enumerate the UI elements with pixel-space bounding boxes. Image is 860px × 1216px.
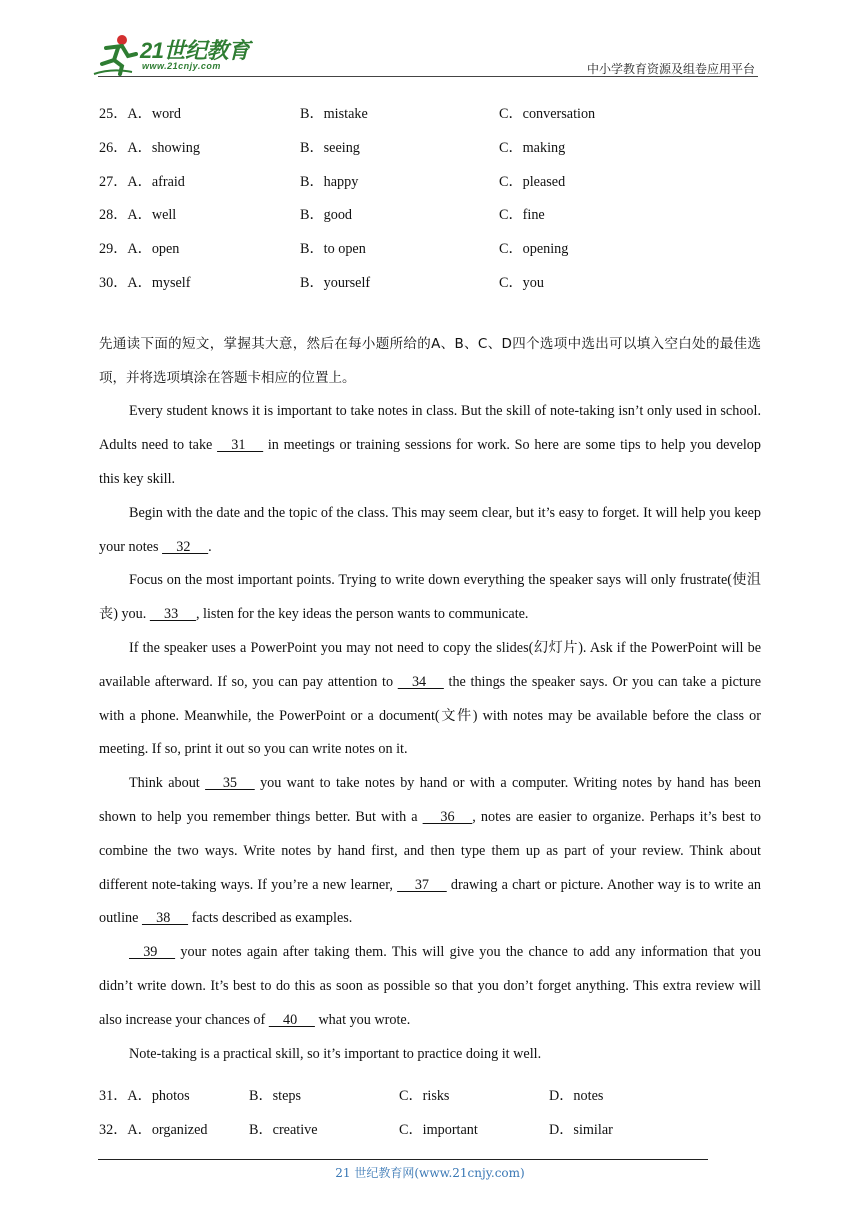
passage-text: facts described as examples. xyxy=(188,910,353,927)
question-25-option-a xyxy=(99,98,181,132)
option-b: B．yourself xyxy=(300,274,371,291)
options-list-bottom xyxy=(99,1080,761,1148)
question-30-option-a xyxy=(99,267,190,301)
question-number: 27． xyxy=(99,173,128,190)
blank-40: 40 xyxy=(268,1011,315,1028)
passage-paragraph-7: Note-taking is a practical skill, so it’s important to practice doing it well. xyxy=(129,1045,542,1062)
passage-text: your notes again after taking them. This will give you the chance to add any information that you didn’t write down. It’s best to do this as soon as possible so that you don’t forget anything. This extra review will also increase your chances of xyxy=(99,944,761,1028)
passage-text: the things the speaker says. Or you can take a picture with a phone. Meanwhile, the PowerPoint or a document(文件) with notes may be available before the class or meeting. If so, print it out so you can write notes on it. xyxy=(99,673,761,758)
passage-text: , listen for the key ideas the person wants to communicate. xyxy=(195,606,529,623)
passage-paragraph-5 xyxy=(99,767,761,936)
passage-text: drawing a chart or picture. Another way is to write an outline xyxy=(99,876,761,927)
option-row-25 xyxy=(99,98,761,132)
section-instruction: 先通读下面的短文，掌握其大意，然后在每小题所给的A、B、C、D四个选项中选出可以填入空白处的最佳选项，并将选项填涂在答题卡相应的位置上。 xyxy=(99,335,761,386)
logo-wordmark: 21世纪教育 xyxy=(140,38,250,63)
option-d: D．similar xyxy=(549,1121,613,1138)
passage-paragraph-6 xyxy=(99,936,761,1037)
options-list-top xyxy=(99,98,761,301)
option-row-32 xyxy=(99,1114,761,1148)
logo-url: www.21cnjy.com xyxy=(142,61,221,71)
question-32-option-a xyxy=(99,1114,208,1148)
question-number: 30． xyxy=(99,274,128,291)
option-c: C．fine xyxy=(499,207,545,224)
passage-text: Think about xyxy=(129,775,206,792)
option-a: A．photos xyxy=(127,1088,190,1104)
option-a: A．open xyxy=(127,241,180,258)
option-a: A．afraid xyxy=(127,173,185,190)
passage-text: If the speaker uses a PowerPoint you may not need to copy the slides(幻灯片). Ask if the PowerPoint will be available afterward. If so, you can pay attention to xyxy=(99,639,761,690)
option-c: C．pleased xyxy=(499,173,566,190)
passage-text: you want to take notes by hand or with a computer. Writing notes by hand has been shown to help you remember things better. But with a xyxy=(99,775,761,825)
option-c: C．conversation xyxy=(499,106,596,122)
passage-text: . xyxy=(208,538,212,555)
option-b: B．good xyxy=(300,207,353,224)
option-b: B．creative xyxy=(249,1121,318,1138)
passage-paragraph-2 xyxy=(99,497,761,565)
passage-text: , notes are easier to organize. Perhaps it’s best to combine the two ways. Write notes by hand first, and then type them up as part of your review. Think about different note-taking ways. If you’re a new learner, xyxy=(99,808,761,893)
option-c: C．risks xyxy=(399,1088,450,1104)
passage-paragraph-3 xyxy=(99,564,761,632)
option-a: A．myself xyxy=(127,274,191,291)
option-row-27 xyxy=(99,166,761,200)
option-row-30 xyxy=(99,267,761,301)
question-28-option-a xyxy=(99,199,176,233)
option-b: B．steps xyxy=(249,1088,302,1104)
page-content xyxy=(99,98,761,1071)
option-row-28 xyxy=(99,199,761,233)
question-26-option-a xyxy=(99,132,200,166)
option-b: B．seeing xyxy=(300,139,360,156)
option-c: C．you xyxy=(499,274,544,291)
option-row-31 xyxy=(99,1080,761,1114)
option-row-26 xyxy=(99,132,761,166)
option-a: A．word xyxy=(127,106,181,122)
site-logo xyxy=(92,34,262,78)
platform-name: 中小学教育资源及组卷应用平台 xyxy=(586,62,755,76)
question-number: 26． xyxy=(99,139,128,156)
option-row-29 xyxy=(99,233,761,267)
header-divider xyxy=(98,76,758,77)
blank-35: 35 xyxy=(205,775,255,792)
page-footer: 21 世纪教育网(www.21cnjy.com) xyxy=(335,1166,525,1180)
blank-33: 33 xyxy=(149,606,196,623)
passage-text: Every student knows it is important to take notes in class. But the skill of note-taking isn’t only used in school. Adults need to take xyxy=(99,403,761,454)
runner-icon xyxy=(92,34,138,76)
blank-32: 32 xyxy=(162,538,209,555)
option-b: B．happy xyxy=(300,173,359,190)
passage-paragraph-1 xyxy=(99,395,761,496)
passage-text: in meetings or training sessions for work. So here are some tips to help you develop this key skill. xyxy=(99,437,761,487)
question-27-option-a xyxy=(99,166,185,200)
blank-34: 34 xyxy=(397,673,444,690)
question-number: 29． xyxy=(99,241,128,258)
question-number: 28． xyxy=(99,207,128,224)
blank-37: 37 xyxy=(397,876,447,893)
page-header xyxy=(0,0,860,80)
option-b: B．mistake xyxy=(300,106,368,122)
option-c: C．important xyxy=(399,1121,478,1138)
question-number: 25． xyxy=(99,106,128,122)
option-a: A．organized xyxy=(127,1121,208,1138)
footer-divider xyxy=(98,1159,708,1160)
question-number: 31． xyxy=(99,1088,128,1104)
question-29-option-a xyxy=(99,233,179,267)
passage-text: Focus on the most important points. Trying to write down everything the speaker says will only frustrate(使沮丧) you. xyxy=(99,572,761,623)
passage-paragraph-4 xyxy=(99,632,761,767)
blank-38: 38 xyxy=(141,910,189,927)
blank-39: 39 xyxy=(129,944,176,961)
option-b: B．to open xyxy=(300,241,366,258)
blank-31: 31 xyxy=(217,437,264,454)
blank-36: 36 xyxy=(422,808,473,825)
passage-text: Begin with the date and the topic of the class. This may seem clear, but it’s easy to forget. It will help you keep your notes xyxy=(99,504,761,555)
passage-text: what you wrote. xyxy=(314,1011,411,1028)
option-d: D．notes xyxy=(549,1088,604,1104)
option-c: C．opening xyxy=(499,241,569,258)
option-a: A．showing xyxy=(127,139,200,156)
question-number: 32． xyxy=(99,1121,128,1138)
option-c: C．making xyxy=(499,139,566,156)
question-31-option-a xyxy=(99,1080,190,1114)
option-a: A．well xyxy=(127,207,177,224)
